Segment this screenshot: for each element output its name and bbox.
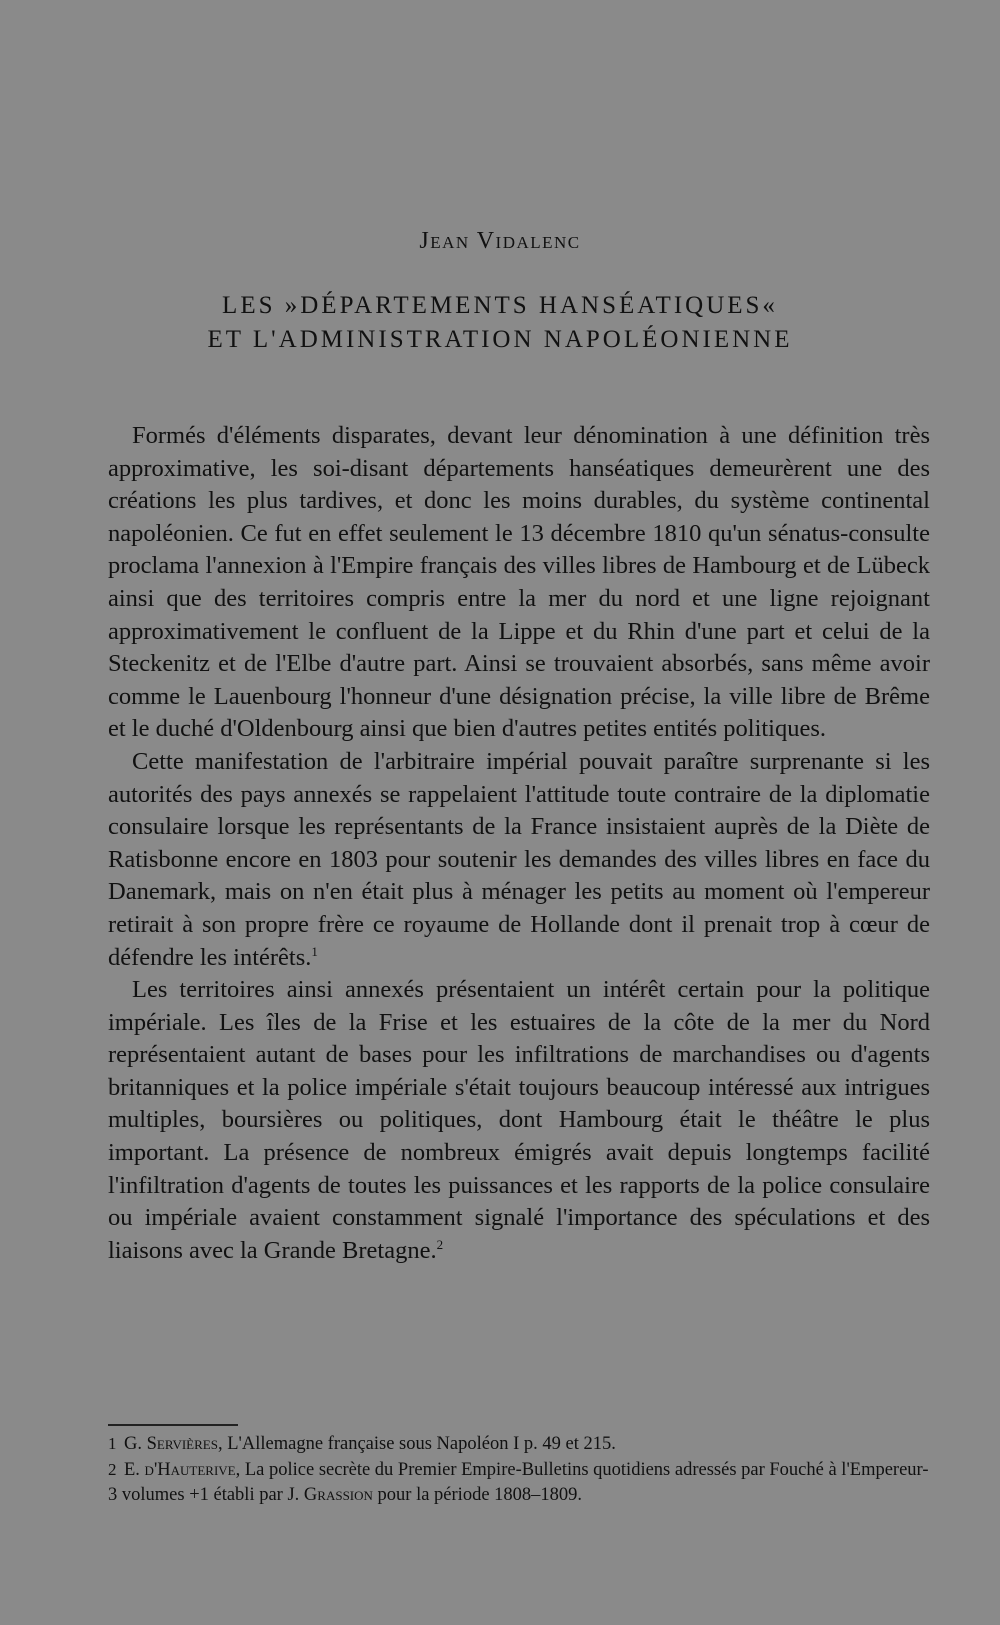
paragraph-3 [108,974,930,1267]
footnote-2 [108,1457,930,1508]
footnote-1-author: G. Servières, [124,1434,223,1454]
footnote-2-text: La police secrète du Premier Empire-Bulletins quotidiens adressés par Fouché à l'Empereur-3 volumes +1 établi par J. [108,1460,929,1505]
article-title-line-1: LES »DÉPARTEMENTS HANSÉATIQUES« [222,292,778,319]
paragraph-1 [108,420,930,746]
article-body [108,420,930,1267]
footnote-divider [108,1424,238,1426]
footnote-2-text-2: pour la période 1808–1809. [372,1485,583,1505]
footnote-1-text: L'Allemagne française sous Napoléon I p. 49 et 215. [222,1434,616,1454]
article-title-line-2: ET L'ADMINISTRATION NAPOLÉONIENNE [207,326,793,353]
footnotes [108,1431,930,1508]
footnote-2-author-2: Grassion [303,1485,373,1505]
paragraph-1-text: Formés d'éléments disparates, devant leur dénomination à une définition très approximative, les soi-disant départements hanséatiques demeurèrent une des créations les plus tardives, et donc les moins durables, du système continental napoléonien. Ce fut en effet seulement le 13 décembre 1810 qu'un sénatus-consulte proclama l'annexion à l'Empire français des villes libres de Hambourg et de Lübeck ainsi que des territoires compris entre la mer du nord et une ligne rejoignant approximativement le confluent de la Lippe et du Rhin d'une part et celui de la Steckenitz et de l'Elbe d'autre part. Ainsi se trouvaient absorbés, sans même avoir comme le Lauenbourg l'honneur d'une désignation précise, la ville libre de Brême et le duché d'Oldenbourg ainsi que bien d'autres petites entités politiques. [108,422,930,743]
footnote-2-author: E. d'Hauterive, [124,1460,241,1480]
paragraph-2 [108,746,930,974]
footnote-2-number: 2 [108,1460,117,1479]
footnote-ref-1: 1 [311,943,318,959]
footnote-1 [108,1431,930,1457]
paragraph-3-text: Les territoires ainsi annexés présentaient un intérêt certain pour la politique impériale. Les îles de la Frise et les estuaires de la côte de la mer du Nord représentaient autant de bases pour les infiltrations de marchandises ou d'agents britanniques et la police impériale s'était toujours beaucoup intéressé aux intrigues multiples, boursières ou politiques, dont Hambourg était le théâtre le plus important. La présence de nombreux émigrés avait depuis longtemps facilité l'infiltration d'agents de toutes les puissances et les rapports de la police consulaire ou impériale avaient constamment signalé l'importance des spéculations et des liaisons avec la Grande Bretagne. [108,976,930,1264]
article-author: Jean Vidalenc [419,228,581,254]
paragraph-2-text: Cette manifestation de l'arbitraire impérial pouvait paraître surprenante si les autorités des pays annexés se rappelaient l'attitude toute contraire de la diplomatie consulaire lorsque les représentants de la France insistaient auprès de la Diète de Ratisbonne encore en 1803 pour soutenir les demandes des villes libres en face du Danemark, mais on n'en était plus à ménager les petits au moment où l'empereur retirait à son propre frère ce royaume de Hollande dont il prenait trop à cœur de défendre les intérêts. [108,747,930,971]
footnote-1-number: 1 [108,1434,117,1453]
footnote-ref-2: 2 [436,1236,444,1252]
